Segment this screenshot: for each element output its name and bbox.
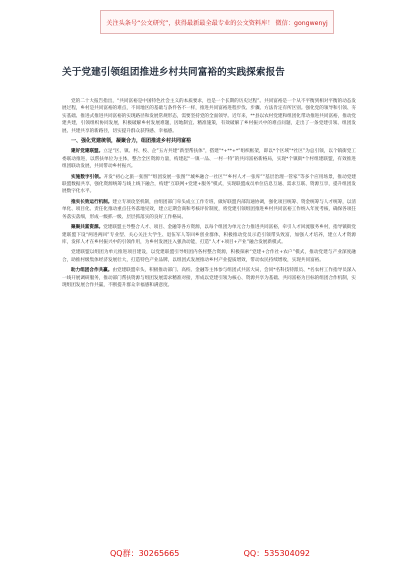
paragraph — [62, 199, 356, 221]
promo-banner-text: 关注头条号“公文研究”，获得最新最全最专业的公文资料库！ 微信：gongwenyj — [106, 19, 328, 27]
paragraph-lead: 助力组团合作共赢。 — [71, 268, 113, 274]
section-heading-1: 一、强化党建统领，凝聚合力，组团推进乡村共同富裕 — [71, 138, 192, 145]
paragraph-text: 立足“区、镇、村、校、企”五方共建“新型帮扶体”，搭建“*+**+*”组织框架，即以*个区域“*社区”为总引领，以个镇街党工委联动推进，以帮扶单位为主体，整合全区资源力量，构建起“一镇一品、一村一特”的共同富裕新格局，实现*个镇街*个村组建联盟，有效推进组团联动发展，共同带动乡村振兴。 — [62, 149, 356, 170]
paragraph-text: 党建联盟以组团为单元推进项目建设，以党建联盟引导组团内各村整合资源，积极探索“党建+合作社+农户”模式，推动党建与产业深度融合，助推村级集体经济发展壮大，打造特色产业品牌，以组团式发展推动乡村产业提质增效，带动农民持续增收，实现共同富裕。 — [62, 250, 356, 263]
paragraph-lead: 实施数字引领。 — [71, 174, 104, 180]
paragraph-text: 党建联盟主导整合人才、项目、金融等各方资源，以每个组团为单元合力推进共同富裕，牵引人才回流服务乡村，指导镇街党建联盟下设“两进两回”专业型、关心关注大学生、退伍军人等回乡创业群体，积极推动党员示范引领带头致富，加强人才培养，建立人才资源库，发挥人才在乡村振兴中的引领作用，为乡村发展注入强劲动能，打造“人才+项目+产业”融合发展新模式。 — [62, 225, 356, 245]
promo-banner — [100, 10, 334, 34]
paragraph-lead: 建好党建联盟。 — [71, 149, 104, 155]
paragraph — [62, 249, 356, 264]
document-title: 关于党建引领组团推进乡村共同富裕的实践探索报告 — [62, 67, 285, 78]
document-body — [62, 98, 356, 292]
paragraph — [62, 148, 356, 170]
paragraph-lead: 聚聚共富资源。 — [71, 225, 104, 231]
paragraph — [62, 267, 356, 289]
paragraph-lead: 推实长效运行机制。 — [71, 199, 113, 205]
qq-number: QQ：535304092 — [243, 549, 310, 558]
paragraph — [62, 174, 356, 196]
paragraph-text: 由党建联盟牵头，积极推动部门、高校、金融等主体参与组团式共富大局，会同*名科技特派员、*名农村工作指导员深入一线开展调研服务，推动部门帮扶资源与组团发展需求精准对接，形成以党建引领为核心、资源共享为基础、共同富裕为目标的组团合作机制，实现组团发展合作共赢，不断提升群众幸福感和满意度。 — [62, 268, 357, 288]
qq-group-number: QQ群：30265665 — [110, 549, 180, 558]
paragraph — [62, 224, 356, 246]
intro-paragraph: 党的二十大报告指出，“共同富裕是中国特色社会主义的本质要求，也是一个长期的历史过程”。共同富裕是一个从不平衡到相对平衡的动态发展过程，乡村是共同富裕的难点，不同地区的基础与条件各不一样，推进共同富裕进程步伐、步骤、方法肯定有所区别。强化党的领导和引领、夯实基础、推进式推进共同富裕的实现路径和发展常规形态，需要坚持党的全面领导。近年来，**县以农村党建和组团化带动推进共同富裕，推动党建共建，引领组织协同发展，积极破解乡村发展难题，因地制宜、精准施策，有效破解了乡村振兴中的难点问题，走出了一条党建引领、组团发展、共建共享的新路径，切实提升群众获得感、幸福感。 — [62, 99, 357, 134]
paragraph-text: 开发“初心之旅一张图”“组团发展一张图”“城乡融合一社区”“乡村人才一张库”“基层治理一管家”等多个应用场景，推动党建联盟数据共享，强化资源统筹与线上线下融合，构建“互联网+党建+服务”模式，实现联盟成员单位信息互通、需求互联、资源互享，提升组团发展数字化水平。 — [62, 174, 356, 195]
paragraph-text: 建立专项攻坚机制，由组团部门牵头成立工作专班，做好联盟内部沟通协调，强化项目统筹、资金统筹与人才统筹，以清单化、项目化、责任化推动重点任务落地见效，建立定期会商和考核评价制度，将党建引领组团推进乡村共同富裕工作纳入年度考核，确保各项任务落实落细，形成一级抓一级、层层抓落实的良好工作格局。 — [62, 199, 357, 220]
contact-footer — [110, 548, 310, 559]
